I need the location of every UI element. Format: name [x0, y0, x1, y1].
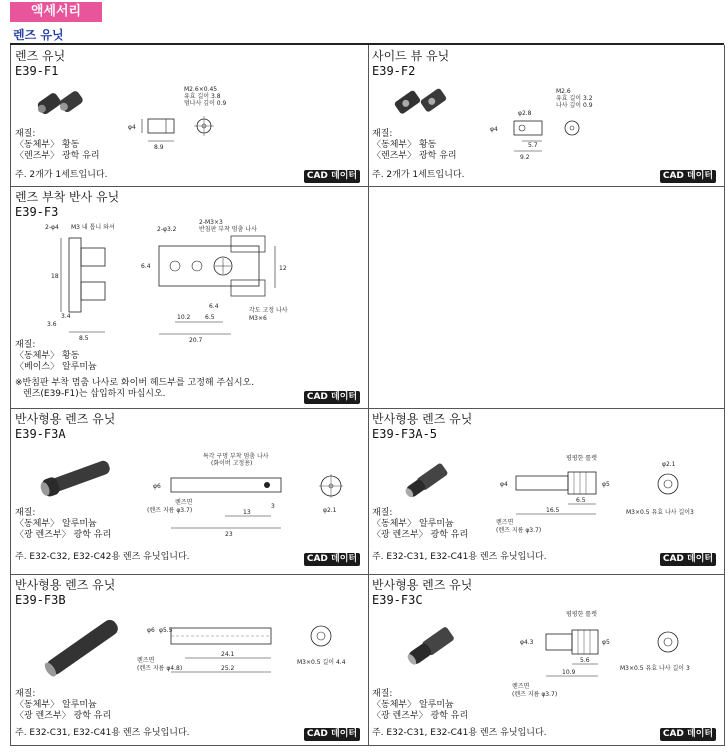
material-title: 재질: [15, 340, 36, 350]
cad-data-button[interactable]: CAD 데이터 [304, 391, 360, 404]
section-subtitle: 렌즈 유닛 [13, 28, 64, 42]
cad-data-button[interactable]: CAD 데이터 [660, 728, 716, 741]
product-name: 반사형용 렌즈 유닛 [372, 412, 473, 426]
dim-12: 12 [279, 265, 287, 272]
dim-64: 6.4 [141, 263, 151, 270]
product-cell-e39-f3b [11, 574, 369, 746]
product-photo [31, 83, 91, 123]
product-note: ※반침판 부착 멈춤 나사로 화이버 헤드부를 고정해 주십시오. [15, 378, 255, 388]
cad-data-button[interactable]: CAD 데이터 [660, 170, 716, 183]
material-line: 〈광 렌즈부〉 광학 유리 [372, 530, 469, 540]
dim-56: 5.6 [580, 657, 590, 664]
dim-top2: (화이버 고정용) [211, 460, 253, 467]
product-model: E39-F3C [372, 593, 423, 607]
product-cell-e39-f3a-5 [368, 408, 725, 575]
dim-hole: φ2.8 [518, 110, 532, 117]
dimension-drawing [131, 616, 361, 706]
dim-241: 24.1 [221, 651, 235, 658]
material-line: 〈광 렌즈부〉 광학 유리 [15, 711, 112, 721]
product-photo [388, 81, 458, 121]
product-note: 렌즈(E39-F1)는 삽입하지 마십시오. [23, 389, 166, 399]
dim-thread: M2.6×0.45 [184, 86, 218, 93]
cad-data-button[interactable]: CAD 데이터 [660, 553, 716, 566]
material-line: 〈광 렌즈부〉 광학 유리 [15, 530, 112, 540]
material-line: 〈베이스〉 알루미늄 [15, 362, 97, 372]
material-title: 재질: [372, 508, 393, 518]
dim-207: 20.7 [189, 337, 203, 344]
dimension-drawing [141, 452, 361, 552]
dim-dia6: φ6 [147, 627, 155, 634]
dim-h5: 반침판 부착 멈춤 나사 [199, 226, 257, 233]
material-line: 〈렌즈부〉 광학 유리 [15, 151, 100, 161]
dim-lens2: (렌즈 지름 φ3.7) [496, 527, 542, 534]
dim-d2: 9.2 [520, 154, 530, 161]
dim-h4: 2-M3×3 [199, 219, 223, 226]
dim-13: 13 [243, 509, 251, 516]
product-model: E39-F1 [15, 64, 59, 78]
dim-109: 10.9 [562, 669, 576, 676]
product-note: 주. E32-C31, E32-C41용 렌즈 유닛입니다. [372, 728, 547, 738]
material-title: 재질: [372, 129, 393, 139]
dim-65: 6.5 [205, 314, 215, 321]
dim-lens: 렌즈면 [175, 499, 193, 506]
cad-data-button[interactable]: CAD 데이터 [304, 170, 360, 183]
dimension-drawing-side [41, 222, 131, 342]
product-note: 주. 2개가 1세트입니다. [372, 170, 465, 180]
cad-data-button[interactable]: CAD 데이터 [304, 553, 360, 566]
dim-102: 10.2 [177, 314, 191, 321]
dimension-drawing [496, 608, 718, 718]
material-line: 〈렌즈부〉 광학 유리 [372, 151, 457, 161]
product-name: 반사형용 렌즈 유닛 [372, 578, 473, 592]
dim-screw-depth: 멈나사 깊이 0.9 [184, 100, 227, 107]
dim-thread: M3×0.5 유효 나사 길이 3 [620, 665, 690, 672]
dim-dia5: φ5 [602, 639, 610, 646]
cad-data-button[interactable]: CAD 데이터 [304, 728, 360, 741]
material-line: 〈동체부〉 알루미늄 [372, 700, 454, 710]
dim-lens2: (렌즈 지름 φ4.8) [137, 665, 183, 672]
product-photo [394, 614, 474, 674]
product-note: 주. 2개가 1세트입니다. [15, 170, 108, 180]
dim-65: 6.5 [576, 497, 586, 504]
dimension-drawing-front [139, 216, 329, 346]
dim-dia: φ4 [490, 126, 498, 133]
material-line: 〈동체부〉 알루미늄 [15, 519, 97, 529]
dim-lens: 렌즈면 [496, 519, 514, 526]
dim-knurl: 평평한 롤렛 [566, 611, 597, 618]
dim-36: 3.6 [47, 321, 57, 328]
dim-m3: M3×6 [249, 315, 267, 322]
material-line: 〈동체부〉 황동 [15, 140, 80, 150]
dim-thread: M3×0.5 길이 4.4 [297, 659, 346, 666]
material-line: 〈동체부〉 알루미늄 [15, 700, 97, 710]
material-line: 〈동체부〉 황동 [15, 351, 80, 361]
dim-h1: 2-φ4 [45, 224, 59, 231]
dim-dia43: φ4.3 [520, 639, 534, 646]
dim-eff-len: 유효 길이 3.2 [556, 95, 593, 102]
product-model: E39-F3B [15, 593, 66, 607]
dim-3: 3 [271, 503, 275, 510]
product-note: 주. E32-C31, E32-C41용 렌즈 유닛입니다. [372, 552, 547, 562]
dim-lens: 렌즈면 [512, 683, 530, 690]
dim-knurl: 평평한 롤렛 [566, 455, 597, 462]
dimension-drawing [488, 85, 598, 165]
product-name: 반사형용 렌즈 유닛 [15, 578, 116, 592]
section-tag: 액세서리 [10, 2, 102, 22]
dim-top1: 특각 구멍 부착 멈춤 나사 [203, 453, 269, 460]
dim-end: φ2.1 [323, 507, 337, 514]
material-line: 〈동체부〉 알루미늄 [372, 519, 454, 529]
dim-screw-depth: 나사 깊이 0.9 [556, 102, 593, 109]
dim-len: 8.9 [154, 144, 164, 151]
product-name: 사이드 뷰 유닛 [372, 49, 450, 63]
dim-h3: 2-φ3.2 [157, 226, 177, 233]
material-title: 재질: [15, 129, 36, 139]
material-line: 〈광 렌즈부〉 광학 유리 [372, 711, 469, 721]
product-model: E39-F3A [15, 427, 66, 441]
product-photo [33, 452, 123, 502]
material-title: 재질: [372, 689, 393, 699]
dim-end: φ2.1 [662, 461, 676, 468]
dim-ang: 각도 고정 나사 [249, 307, 288, 314]
material-title: 재질: [15, 508, 36, 518]
dim-dia: φ4 [128, 124, 136, 131]
product-model: E39-F3A-5 [372, 427, 438, 441]
dim-dia: φ6 [153, 483, 161, 490]
product-name: 렌즈 유닛 [15, 49, 66, 63]
product-name: 반사형용 렌즈 유닛 [15, 412, 116, 426]
product-cell-e39-f1 [11, 45, 369, 187]
material-line: 〈동체부〉 황동 [372, 140, 437, 150]
dim-dia4: φ4 [500, 481, 508, 488]
dim-252: 25.2 [221, 665, 235, 672]
product-model: E39-F3 [15, 205, 59, 219]
dim-dia5: φ5.5 [159, 627, 173, 634]
product-cell-e39-f3 [11, 186, 369, 409]
dimension-drawing [496, 452, 718, 552]
dim-165: 16.5 [546, 507, 560, 514]
product-note: 주. E32-C32, E32-C42용 렌즈 유닛입니다. [15, 552, 190, 562]
dim-18: 18 [51, 273, 59, 280]
product-photo [31, 612, 131, 682]
product-note: 주. E32-C31, E32-C41용 렌즈 유닛입니다. [15, 728, 190, 738]
dim-85: 8.5 [79, 335, 89, 342]
dim-thread: M3×0.5 유효 나사 길이3 [626, 509, 694, 516]
product-cell-e39-f3c [368, 574, 725, 746]
product-grid [10, 45, 725, 746]
dim-64b: 6.4 [209, 303, 219, 310]
product-cell-e39-f3a [11, 408, 369, 575]
dim-lens2: (렌즈 지름 φ3.7) [512, 691, 558, 698]
product-photo [394, 454, 464, 504]
dim-23: 23 [225, 531, 233, 538]
dim-dia5: φ5 [602, 481, 610, 488]
dim-thread: M2.6 [556, 88, 571, 95]
dim-lens2: (렌즈 지름 φ3.7) [147, 507, 193, 514]
product-name: 렌즈 부착 반사 유닛 [15, 190, 120, 204]
dim-h2: M3 내 톱니 와셔 [71, 224, 115, 231]
dim-eff-len: 유효 길이 3.8 [184, 93, 221, 100]
product-cell-e39-f2 [368, 45, 725, 187]
material-title: 재질: [15, 689, 36, 699]
dim-lens: 렌즈면 [137, 657, 155, 664]
dim-34: 3.4 [61, 313, 71, 320]
dim-d1: 5.7 [528, 142, 538, 149]
product-model: E39-F2 [372, 64, 416, 78]
dimension-drawing [126, 83, 236, 153]
empty-cell [368, 186, 725, 409]
